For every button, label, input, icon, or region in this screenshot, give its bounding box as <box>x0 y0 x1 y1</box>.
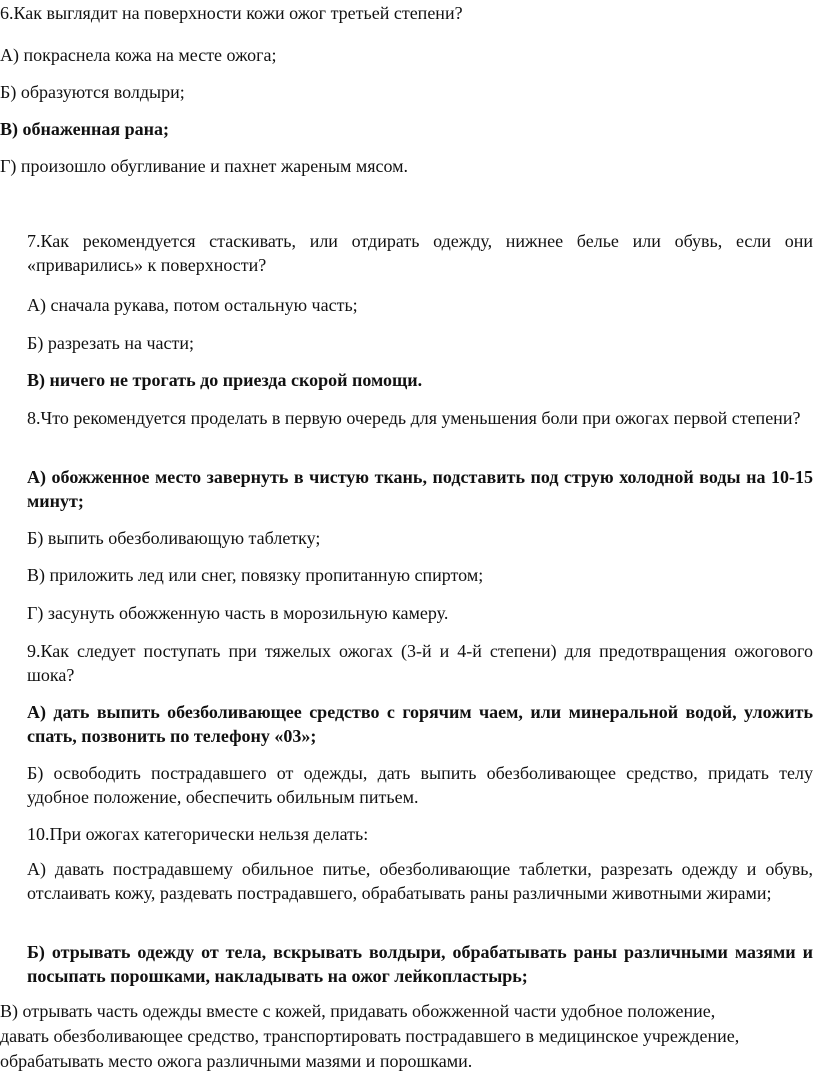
q8-question: 8.Что рекомендуется проделать в первую очередь для уменьшения боли при ожогах первой степени? <box>27 408 801 428</box>
q7-option-a: А) сначала рукава, потом остальную часть; <box>27 295 358 315</box>
q10-option-a: А) давать пострадавшему обильное питье, обезболивающие таблетки, разрезать одежду и обувь, отслаивать кожу, раздевать пострадавшего, обрабатывать раны различными животными жирами; <box>27 859 813 903</box>
q7-option-c: В) ничего не трогать до приезда скорой помощи. <box>27 370 423 390</box>
q6-option-d: Г) произошло обугливание и пахнет жареным мясом. <box>0 156 409 176</box>
q10-option-c-line-1: В) отрывать часть одежды вместе с кожей, придавать обожженной части удобное положение, <box>0 1001 716 1021</box>
q6-question: 6.Как выглядит на поверхности кожи ожог третьей степени? <box>0 3 463 23</box>
q6-option-b: Б) образуются волдыри; <box>0 82 185 102</box>
q6-option-c: В) обнаженная рана; <box>0 119 170 139</box>
q9-option-a: А) дать выпить обезболивающее средство с горячим чаем, или минеральной водой, уложить спать, позвонить по телефону «03»; <box>27 702 813 746</box>
q8-option-a: А) обожженное место завернуть в чистую ткань, подставить под струю холодной воды на 10-15 минут; <box>27 467 813 511</box>
q8-option-c: В) приложить лед или снег, повязку пропитанную спиртом; <box>27 565 484 585</box>
q7-question: 7.Как рекомендуется стаскивать, или отдирать одежду, нижнее белье или обувь, если они «приварились» к поверхности? <box>27 231 813 275</box>
q9-option-b: Б) освободить пострадавшего от одежды, дать выпить обезболивающее средство, придать телу удобное положение, обеспечить обильным питьем. <box>27 763 813 807</box>
q7-option-b: Б) разрезать на части; <box>27 333 195 353</box>
q10-option-c-line-3: обрабатывать место ожога различными мазями и порошками. <box>0 1051 473 1071</box>
q6-option-a: А) покраснела кожа на месте ожога; <box>0 45 277 65</box>
q10-option-b: Б) отрывать одежду от тела, вскрывать волдыри, обрабатывать раны различными мазями и посыпать порошками, накладывать на ожог лейкопластырь; <box>27 942 813 986</box>
q8-option-b: Б) выпить обезболивающую таблетку; <box>27 528 321 548</box>
q8-option-d: Г) засунуть обожженную часть в морозильную камеру. <box>27 603 449 623</box>
q10-question: 10.При ожогах категорически нельзя делать: <box>27 824 369 844</box>
q9-question: 9.Как следует поступать при тяжелых ожогах (3-й и 4-й степени) для предотвращения ожогового шока? <box>27 641 813 685</box>
q10-option-c-line-2: давать обезболивающее средство, транспортировать пострадавшего в медицинское учреждение, <box>0 1026 740 1046</box>
